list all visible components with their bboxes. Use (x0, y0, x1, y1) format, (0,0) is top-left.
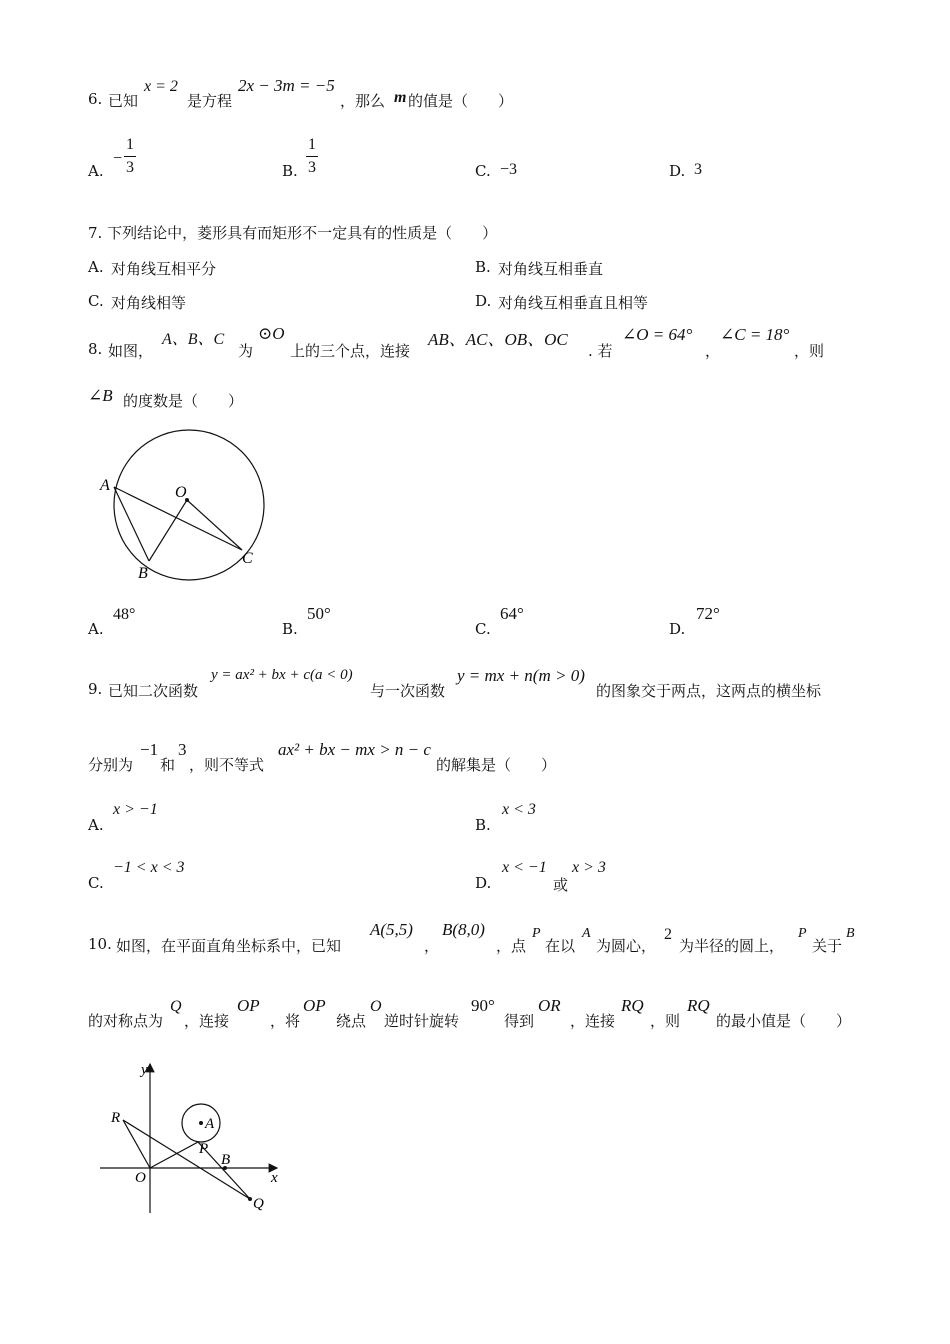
label-y: y (141, 1062, 148, 1078)
q10-text-2: ，点 (496, 937, 527, 955)
q10-point-a: A(5,5) (370, 920, 413, 939)
q7-option-d-text: 对角线互相垂直且相等 (498, 294, 649, 312)
q8-segments: AB、AC、OB、OC (428, 330, 568, 349)
q6-option-c-label[interactable]: C. (475, 162, 491, 180)
q8-text-3: 上的三个点，连接 (290, 342, 411, 360)
point-q (248, 1197, 252, 1201)
q9-option-a-label[interactable]: A. (88, 816, 104, 834)
q9-value-2: 3 (178, 740, 187, 759)
q7-option-c-label[interactable]: C. (88, 292, 104, 310)
q8-figure (96, 415, 276, 590)
q6-text-3: ，那么 (340, 92, 386, 110)
segment-or (123, 1120, 150, 1168)
q8-option-c-value: 64° (500, 604, 524, 623)
q10-var-q: Q (170, 998, 182, 1015)
q6-option-a-sign: − (113, 150, 123, 167)
q10-text-6: 关于 (812, 937, 843, 955)
label-o: O (175, 484, 187, 501)
q10-degrees: 90° (471, 996, 495, 1015)
q9-option-d-value-1: x < −1 (502, 859, 547, 876)
q10-text-7: 的对称点为 (88, 1012, 164, 1030)
q9-option-d-or: 或 (553, 876, 569, 894)
q10-op-2: OP (303, 996, 326, 1015)
q10-text-14: ，则 (650, 1012, 681, 1030)
q6-equation-1: x = 2 (144, 78, 178, 95)
label-b: B (221, 1152, 231, 1168)
q6-option-d-value: 3 (694, 161, 702, 178)
q10-comma: ， (424, 937, 440, 955)
q9-value-1: −1 (140, 740, 159, 759)
segment-ob (149, 500, 187, 561)
q6-option-d-label[interactable]: D. (669, 162, 686, 180)
q10-rq: RQ (621, 996, 644, 1015)
q9-text-4: 分别为 (88, 756, 134, 774)
q7-option-c-text: 对角线相等 (111, 294, 187, 312)
q9-option-c-value: −1 < x < 3 (113, 859, 185, 876)
q9-text-1: 已知二次函数 (108, 682, 199, 700)
q8-number: 8. (88, 340, 103, 358)
q6-option-a-numerator: 1 (126, 136, 134, 153)
q10-text-8: ，连接 (184, 1012, 230, 1030)
q6-option-c-value: −3 (500, 161, 518, 178)
q10-var-p: P (532, 926, 541, 941)
q9-option-a-value: x > −1 (113, 801, 158, 818)
q10-radius: 2 (664, 926, 672, 943)
segment-oc (187, 500, 242, 550)
q9-text-7: 的解集是（ ） (436, 756, 557, 774)
q8-option-d-label[interactable]: D. (669, 620, 686, 638)
q8-condition-2: ∠C = 18° (720, 325, 790, 344)
q10-figure (95, 1058, 295, 1218)
label-r: R (111, 1110, 121, 1126)
q6-variable: m (394, 89, 407, 106)
q6-option-a-fraction (124, 136, 136, 177)
q10-var-b: B (846, 926, 855, 941)
label-a: A (100, 477, 110, 494)
q10-or: OR (538, 996, 561, 1015)
q7-option-a-text: 对角线互相平分 (111, 260, 217, 278)
q9-option-c-label[interactable]: C. (88, 874, 104, 892)
q7-stem: 7. 下列结论中，菱形具有而矩形不一定具有的性质是（ ） (88, 224, 498, 242)
label-c: C (242, 550, 253, 567)
q8-text-2: 为 (238, 342, 254, 360)
q10-number: 10. (88, 935, 112, 953)
q8-text-4: . 若 (588, 342, 613, 360)
q10-var-o: O (370, 998, 382, 1015)
q10-rq-2: RQ (687, 996, 710, 1015)
q10-var-p-2: P (798, 926, 807, 941)
q8-text-1: 如图， (108, 342, 154, 360)
q10-text-5: 为半径的圆上， (679, 937, 785, 955)
point-a (199, 1121, 203, 1125)
q6-text-1: 已知 (108, 92, 139, 110)
q10-op: OP (237, 996, 260, 1015)
q8-option-d-value: 72° (696, 604, 720, 623)
q10-text-13: ，连接 (570, 1012, 616, 1030)
q6-text-4: 的值是（ ） (408, 92, 514, 110)
q7-option-d-label[interactable]: D. (475, 292, 492, 310)
label-p: P (199, 1141, 209, 1157)
q9-option-b-value: x < 3 (502, 801, 536, 818)
q9-linear: y = mx + n(m > 0) (457, 666, 585, 685)
q6-option-b-numerator: 1 (308, 136, 316, 153)
q8-option-b-value: 50° (307, 604, 331, 623)
q6-text-2: 是方程 (187, 92, 233, 110)
segment-rq (123, 1120, 250, 1199)
q7-option-b-label[interactable]: B. (475, 258, 491, 276)
q9-option-d-value-2: x > 3 (572, 859, 606, 876)
q9-option-d-label[interactable]: D. (475, 874, 492, 892)
q6-option-a-label[interactable]: A. (88, 162, 104, 180)
segment-op (150, 1142, 198, 1168)
label-b: B (138, 565, 148, 582)
q9-text-5: 和 (160, 756, 176, 774)
q8-circle: ⊙O (258, 324, 285, 343)
q10-text-12: 得到 (504, 1012, 535, 1030)
q8-option-c-label[interactable]: C. (475, 620, 491, 638)
q8-condition-1: ∠O = 64° (622, 325, 693, 344)
q6-equation-2: 2x − 3m = −5 (238, 76, 335, 95)
q10-text-15: 的最小值是（ ） (716, 1012, 852, 1030)
q7-option-a-label[interactable]: A. (88, 258, 104, 276)
q10-text-11: 逆时针旋转 (384, 1012, 460, 1030)
q10-point-b: B(8,0) (442, 920, 485, 939)
q10-text-3: 在以 (545, 937, 576, 955)
q6-option-b-denominator: 3 (308, 159, 316, 176)
q7-option-b-text: 对角线互相垂直 (498, 260, 604, 278)
q6-option-a-denominator: 3 (126, 159, 134, 176)
q9-number: 9. (88, 680, 103, 698)
q6-option-b-label[interactable]: B. (282, 162, 298, 180)
q8-angle: ∠B (88, 386, 113, 405)
q8-text-6: 的度数是（ ） (123, 392, 244, 410)
q9-quadratic: y = ax² + bx + c(a < 0) (211, 667, 353, 683)
q9-text-6: ，则不等式 (189, 756, 265, 774)
label-a: A (205, 1116, 215, 1132)
q6-option-b-fraction (306, 136, 318, 177)
label-q: Q (253, 1196, 264, 1212)
fraction-bar (124, 156, 136, 157)
q6-number: 6. (88, 90, 103, 108)
q8-text-5: ，则 (794, 342, 825, 360)
q10-text-9: ，将 (270, 1012, 301, 1030)
q8-option-a-value: 48° (113, 606, 136, 623)
label-o: O (135, 1170, 146, 1186)
q8-comma: ， (705, 342, 721, 360)
q10-text-4: 为圆心， (596, 937, 657, 955)
fraction-bar (306, 156, 318, 157)
q8-points: A、B、C (162, 331, 225, 348)
label-x: x (271, 1170, 278, 1186)
q8-option-b-label[interactable]: B. (282, 620, 298, 638)
q8-option-a-label[interactable]: A. (88, 620, 104, 638)
q10-var-a: A (582, 926, 591, 941)
q9-text-2: 与一次函数 (370, 682, 446, 700)
q9-inequality: ax² + bx − mx > n − c (278, 740, 431, 759)
q10-text-10: 绕点 (336, 1012, 367, 1030)
q9-text-3: 的图象交于两点，这两点的横坐标 (596, 682, 822, 700)
segment-ab (114, 487, 149, 561)
q10-text-1: 如图，在平面直角坐标系中，已知 (116, 937, 342, 955)
q9-option-b-label[interactable]: B. (475, 816, 491, 834)
